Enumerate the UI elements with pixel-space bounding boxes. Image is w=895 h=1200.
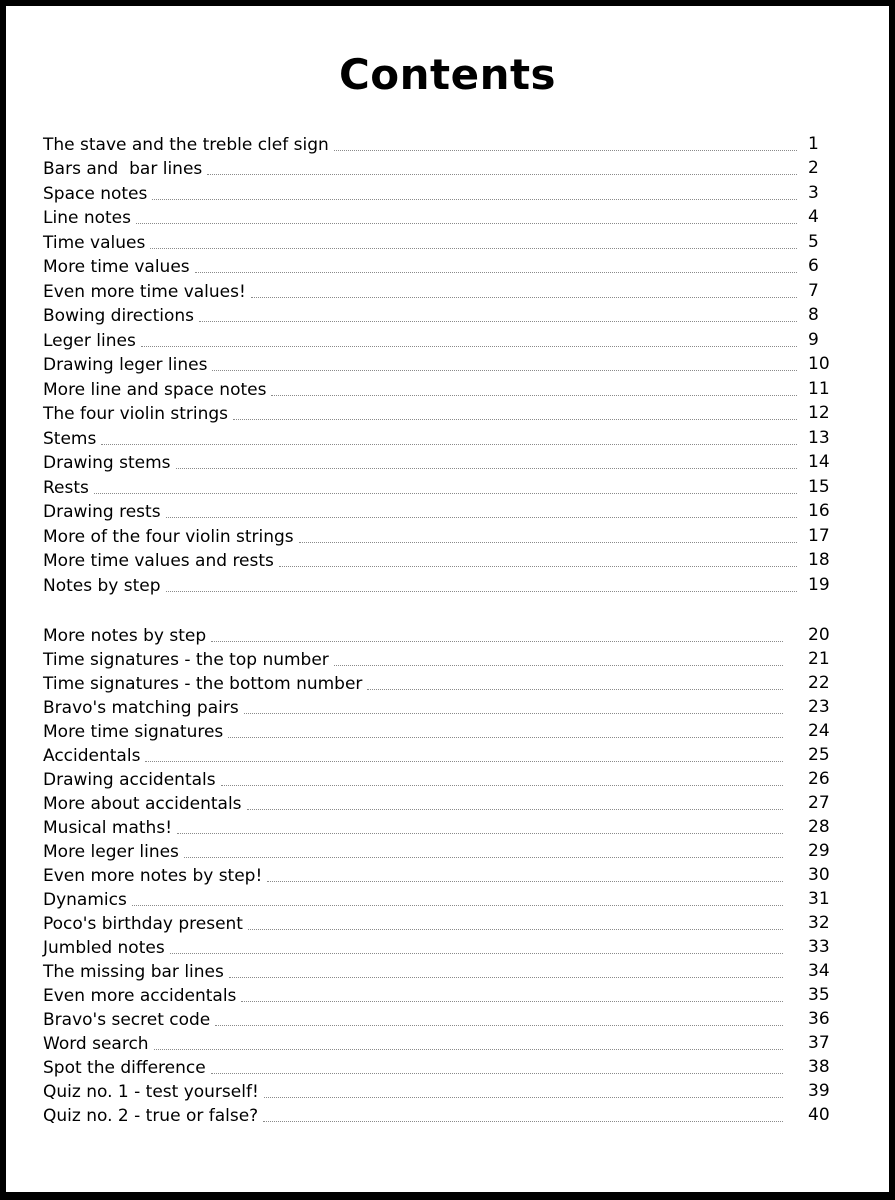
toc-entry-page-number: 32 xyxy=(808,913,830,933)
toc-entry-page-number: 16 xyxy=(808,501,830,521)
toc-entry-page-number: 12 xyxy=(808,403,830,423)
toc-entry[interactable] xyxy=(43,155,819,180)
toc-entry-page-number: 1 xyxy=(808,133,819,154)
toc-entry[interactable] xyxy=(43,522,830,547)
toc-entry-title: Notes by step xyxy=(43,576,166,596)
toc-entry-title: Accidentals xyxy=(43,746,145,766)
toc-entry-page-number: 8 xyxy=(808,305,819,325)
toc-entry-title: Quiz no. 2 - true or false? xyxy=(43,1106,263,1126)
dot-leader xyxy=(229,977,783,978)
toc-entry-page-number: 39 xyxy=(808,1081,830,1101)
toc-entry[interactable] xyxy=(43,1102,830,1126)
toc-entry-title: The four violin strings xyxy=(43,404,233,424)
toc-entry-title: More notes by step xyxy=(43,626,211,646)
dot-leader xyxy=(248,929,783,930)
toc-entry-page-number: 11 xyxy=(808,378,830,399)
dot-leader xyxy=(170,953,783,954)
toc-section-2 xyxy=(43,622,830,1126)
toc-entry-page-number: 13 xyxy=(808,427,830,448)
dot-leader xyxy=(166,591,797,592)
dot-leader xyxy=(195,272,797,273)
toc-entry[interactable] xyxy=(43,910,830,934)
dot-leader xyxy=(334,150,797,151)
page-title: Contents xyxy=(338,50,557,99)
toc-entry-title: Even more time values! xyxy=(43,282,251,302)
toc-entry-page-number: 2 xyxy=(808,158,819,178)
dot-leader xyxy=(215,1025,783,1026)
toc-entry-page-number: 33 xyxy=(808,937,830,957)
toc-entry[interactable] xyxy=(43,1006,830,1030)
dot-leader xyxy=(267,881,783,882)
toc-entry-page-number: 40 xyxy=(808,1105,830,1125)
toc-entry-page-number: 5 xyxy=(808,231,819,252)
toc-entry-title: Spot the difference xyxy=(43,1058,211,1078)
toc-entry-title: The missing bar lines xyxy=(43,962,229,982)
toc-entry-page-number: 23 xyxy=(808,697,830,717)
toc-entry[interactable] xyxy=(43,766,830,790)
toc-entry[interactable] xyxy=(43,449,830,474)
dot-leader xyxy=(334,665,783,666)
toc-entry-page-number: 22 xyxy=(808,673,830,693)
toc-entry[interactable] xyxy=(43,498,830,523)
toc-entry-title: More leger lines xyxy=(43,842,184,862)
toc-entry-page-number: 18 xyxy=(808,550,830,570)
toc-entry[interactable] xyxy=(43,862,830,886)
dot-leader xyxy=(221,785,783,786)
toc-entry-title: More line and space notes xyxy=(43,380,271,400)
toc-entry[interactable] xyxy=(43,790,830,814)
toc-entry[interactable] xyxy=(43,424,830,449)
dot-leader xyxy=(212,370,797,371)
dot-leader xyxy=(211,1073,783,1074)
toc-entry-title: Word search xyxy=(43,1034,154,1054)
toc-entry[interactable] xyxy=(43,547,830,572)
toc-entry-title: More of the four violin strings xyxy=(43,527,299,547)
toc-entry[interactable] xyxy=(43,934,830,958)
toc-entry-page-number: 9 xyxy=(808,329,819,350)
dot-leader xyxy=(177,833,783,834)
toc-entry-title: Drawing rests xyxy=(43,502,166,522)
document-page xyxy=(6,6,889,1192)
toc-entry[interactable] xyxy=(43,694,830,718)
toc-entry-title: More time values xyxy=(43,257,195,277)
toc-entry-page-number: 36 xyxy=(808,1009,830,1029)
dot-leader xyxy=(199,321,797,322)
toc-entry[interactable] xyxy=(43,814,830,838)
dot-leader xyxy=(233,419,797,420)
toc-entry-title: More time values and rests xyxy=(43,551,279,571)
toc-entry-title: Drawing leger lines xyxy=(43,355,212,375)
toc-entry-page-number: 17 xyxy=(808,525,830,546)
dot-leader xyxy=(136,223,797,224)
toc-section-1 xyxy=(43,130,830,596)
dot-leader xyxy=(101,444,797,445)
toc-entry-title: More time signatures xyxy=(43,722,228,742)
toc-entry-title: More about accidentals xyxy=(43,794,247,814)
dot-leader xyxy=(367,689,783,690)
toc-entry-page-number: 35 xyxy=(808,985,830,1005)
toc-entry-page-number: 30 xyxy=(808,865,830,885)
toc-entry[interactable] xyxy=(43,646,830,670)
toc-entry-page-number: 29 xyxy=(808,841,830,861)
toc-entry-page-number: 26 xyxy=(808,769,830,789)
toc-entry-page-number: 25 xyxy=(808,745,830,765)
toc-entry[interactable] xyxy=(43,130,819,155)
toc-entry[interactable] xyxy=(43,742,830,766)
toc-entry[interactable] xyxy=(43,1030,830,1054)
toc-entry[interactable] xyxy=(43,670,830,694)
dot-leader xyxy=(241,1001,783,1002)
dot-leader xyxy=(264,1097,783,1098)
toc-entry-title: Bravo's matching pairs xyxy=(43,698,244,718)
dot-leader xyxy=(207,174,797,175)
dot-leader xyxy=(94,493,797,494)
toc-entry-title: Dynamics xyxy=(43,890,132,910)
toc-entry-page-number: 7 xyxy=(808,280,819,301)
toc-entry-title: Quiz no. 1 - test yourself! xyxy=(43,1082,264,1102)
toc-entry-title: Even more notes by step! xyxy=(43,866,267,886)
dot-leader xyxy=(211,641,783,642)
dot-leader xyxy=(299,542,797,543)
dot-leader xyxy=(244,713,783,714)
toc-entry[interactable] xyxy=(43,277,819,302)
toc-entry-title: Drawing stems xyxy=(43,453,176,473)
toc-entry[interactable] xyxy=(43,1078,830,1102)
toc-entry-page-number: 20 xyxy=(808,625,830,645)
toc-entry-title: Jumbled notes xyxy=(43,938,170,958)
toc-entry-page-number: 4 xyxy=(808,207,819,227)
toc-entry-page-number: 21 xyxy=(808,649,830,669)
toc-entry-title: Time signatures - the bottom number xyxy=(43,674,367,694)
toc-entry-page-number: 15 xyxy=(808,476,830,497)
toc-entry-title: Space notes xyxy=(43,184,152,204)
toc-entry[interactable] xyxy=(43,204,819,229)
toc-entry[interactable] xyxy=(43,982,830,1006)
dot-leader xyxy=(271,395,797,396)
dot-leader xyxy=(152,199,797,200)
toc-entry-title: Musical maths! xyxy=(43,818,177,838)
toc-entry[interactable] xyxy=(43,351,830,376)
dot-leader xyxy=(166,517,797,518)
toc-entry-title: Poco's birthday present xyxy=(43,914,248,934)
toc-entry[interactable] xyxy=(43,228,819,253)
dot-leader xyxy=(228,737,783,738)
dot-leader xyxy=(150,248,797,249)
toc-entry-page-number: 38 xyxy=(808,1057,830,1077)
dot-leader xyxy=(176,468,798,469)
toc-entry-title: Bars and bar lines xyxy=(43,159,207,179)
toc-entry-page-number: 3 xyxy=(808,182,819,203)
toc-entry[interactable] xyxy=(43,473,830,498)
toc-entry-title: Rests xyxy=(43,478,94,498)
toc-entry-page-number: 27 xyxy=(808,793,830,813)
toc-entry-title: Time signatures - the top number xyxy=(43,650,334,670)
toc-entry-page-number: 6 xyxy=(808,256,819,276)
toc-entry[interactable] xyxy=(43,622,830,646)
toc-entry-title: Leger lines xyxy=(43,331,141,351)
toc-entry-page-number: 28 xyxy=(808,817,830,837)
dot-leader xyxy=(184,857,783,858)
toc-entry-title: Bravo's secret code xyxy=(43,1010,215,1030)
toc-entry-title: Time values xyxy=(43,233,150,253)
toc-entry-page-number: 14 xyxy=(808,452,830,472)
toc-entry-page-number: 37 xyxy=(808,1033,830,1053)
toc-entry-title: Even more accidentals xyxy=(43,986,241,1006)
toc-entry[interactable] xyxy=(43,400,830,425)
toc-entry-page-number: 19 xyxy=(808,574,830,595)
toc-entry-page-number: 31 xyxy=(808,889,830,909)
dot-leader xyxy=(141,346,797,347)
toc-entry-page-number: 24 xyxy=(808,721,830,741)
dot-leader xyxy=(154,1049,783,1050)
toc-entry[interactable] xyxy=(43,886,830,910)
toc-entry[interactable] xyxy=(43,958,830,982)
toc-entry[interactable] xyxy=(43,253,819,278)
dot-leader xyxy=(247,809,783,810)
toc-entry-title: The stave and the treble clef sign xyxy=(43,135,334,155)
toc-entry-title: Line notes xyxy=(43,208,136,228)
toc-entry[interactable] xyxy=(43,838,830,862)
toc-entry[interactable] xyxy=(43,718,830,742)
toc-entry[interactable] xyxy=(43,326,819,351)
dot-leader xyxy=(263,1121,783,1122)
toc-entry[interactable] xyxy=(43,179,819,204)
toc-entry-page-number: 10 xyxy=(808,354,830,374)
toc-entry-title: Drawing accidentals xyxy=(43,770,221,790)
toc-entry[interactable] xyxy=(43,375,830,400)
toc-entry[interactable] xyxy=(43,302,819,327)
toc-entry-title: Stems xyxy=(43,429,101,449)
dot-leader xyxy=(132,905,783,906)
toc-entry[interactable] xyxy=(43,1054,830,1078)
toc-entry-page-number: 34 xyxy=(808,961,830,981)
dot-leader xyxy=(145,761,783,762)
dot-leader xyxy=(279,566,797,567)
dot-leader xyxy=(251,297,797,298)
toc-entry[interactable] xyxy=(43,571,830,596)
toc-entry-title: Bowing directions xyxy=(43,306,199,326)
